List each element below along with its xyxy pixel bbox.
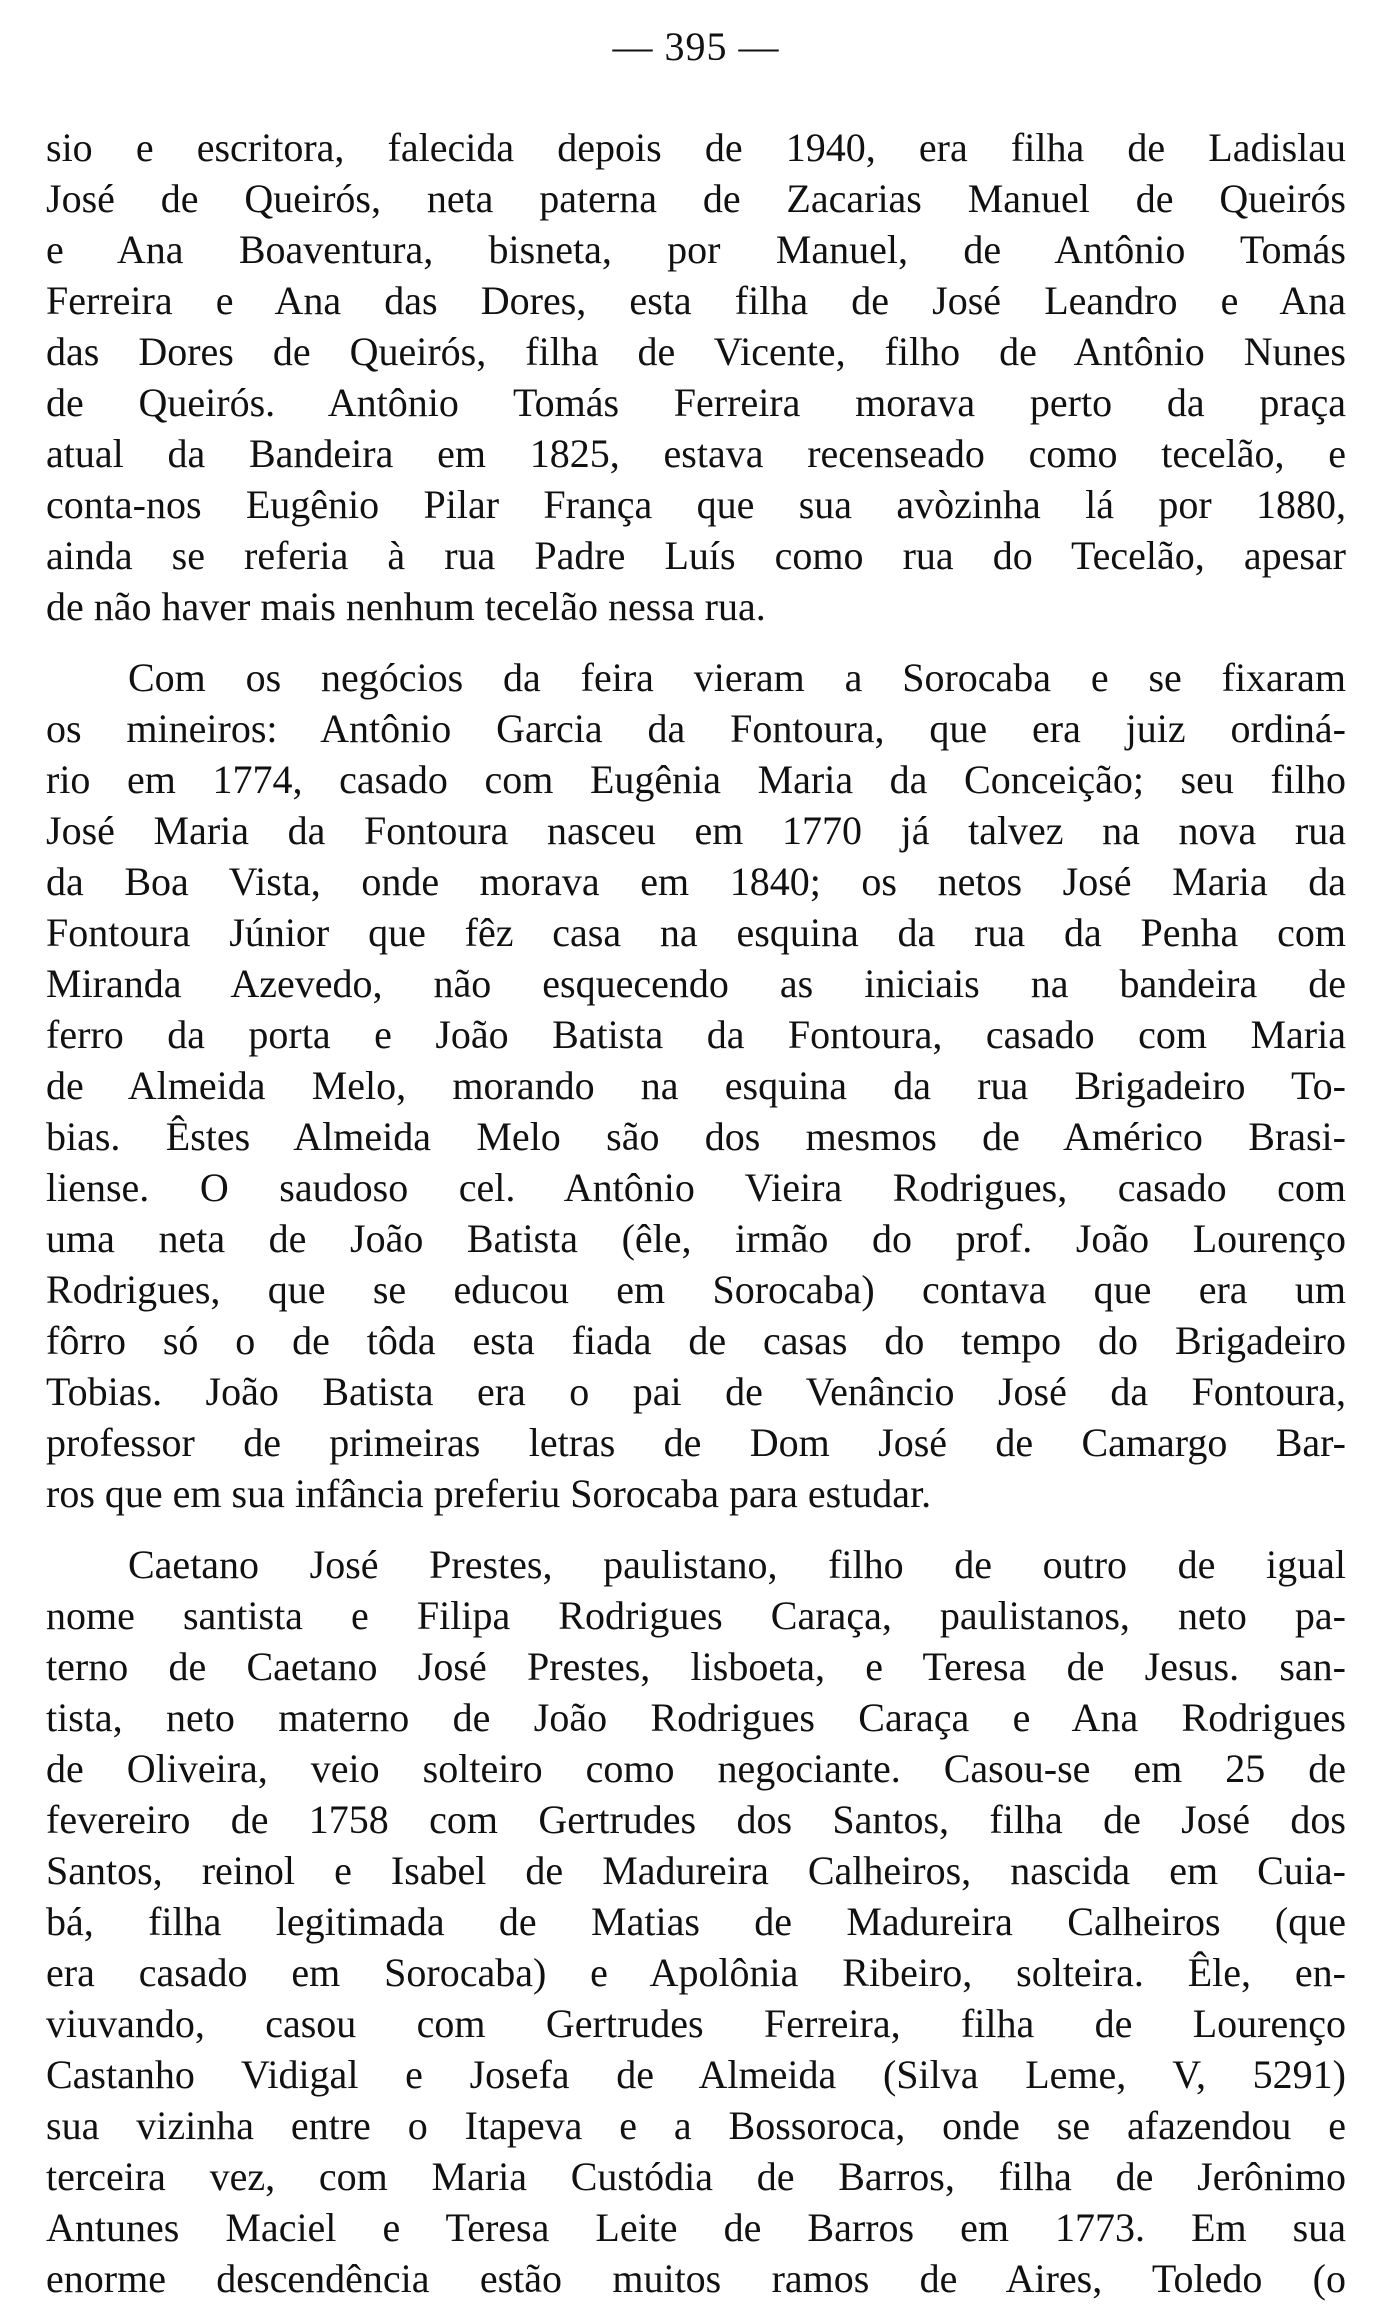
page-number: — 395 —	[612, 24, 780, 69]
text-line: era casado em Sorocaba) e Apolônia Ribeiro, solteira. Êle, en-	[46, 1950, 1346, 1995]
text-line: bias. Êstes Almeida Melo são dos mesmos de Américo Brasi-	[46, 1114, 1346, 1159]
text-line: Castanho Vidigal e Josefa de Almeida (Silva Leme, V, 5291)	[46, 2052, 1346, 2097]
body-text	[46, 122, 1346, 2304]
paragraph-spacer	[46, 1519, 1346, 1539]
text-line: Rodrigues, que se educou em Sorocaba) contava que era um	[46, 1267, 1346, 1312]
paragraph-2	[46, 652, 1346, 1519]
text-line: Ferreira e Ana das Dores, esta filha de José Leandro e Ana	[46, 278, 1346, 323]
text-line: nome santista e Filipa Rodrigues Caraça, paulistanos, neto pa-	[46, 1593, 1346, 1638]
text-line: enorme descendência estão muitos ramos de Aires, Toledo (o	[46, 2256, 1346, 2301]
text-line: de Almeida Melo, morando na esquina da rua Brigadeiro To-	[46, 1063, 1346, 1108]
text-line: conta-nos Eugênio Pilar França que sua avòzinha lá por 1880,	[46, 482, 1346, 527]
text-line: ferro da porta e João Batista da Fontoura, casado com Maria	[46, 1012, 1346, 1057]
text-line: fevereiro de 1758 com Gertrudes dos Santos, filha de José dos	[46, 1797, 1346, 1842]
text-line: de Queirós. Antônio Tomás Ferreira morava perto da praça	[46, 380, 1346, 425]
text-line: os mineiros: Antônio Garcia da Fontoura, que era juiz ordiná-	[46, 706, 1346, 751]
text-line: e Ana Boaventura, bisneta, por Manuel, de Antônio Tomás	[46, 227, 1346, 272]
text-line: de Oliveira, veio solteiro como negociante. Casou-se em 25 de	[46, 1746, 1346, 1791]
text-line: Antunes Maciel e Teresa Leite de Barros em 1773. Em sua	[46, 2205, 1346, 2250]
text-line: liense. O saudoso cel. Antônio Vieira Rodrigues, casado com	[46, 1165, 1346, 1210]
text-line: terceira vez, com Maria Custódia de Barros, filha de Jerônimo	[46, 2154, 1346, 2199]
text-line: Tobias. João Batista era o pai de Venâncio José da Fontoura,	[46, 1369, 1346, 1414]
paragraph-spacer	[46, 632, 1346, 652]
text-line: Com os negócios da feira vieram a Sorocaba e se fixaram	[128, 655, 1346, 700]
text-line: terno de Caetano José Prestes, lisboeta, e Teresa de Jesus. san-	[46, 1644, 1346, 1689]
text-line: sua vizinha entre o Itapeva e a Bossoroca, onde se afazendou e	[46, 2103, 1346, 2148]
text-line: da Boa Vista, onde morava em 1840; os netos José Maria da	[46, 859, 1346, 904]
text-line: das Dores de Queirós, filha de Vicente, filho de Antônio Nunes	[46, 329, 1346, 374]
text-line: viuvando, casou com Gertrudes Ferreira, filha de Lourenço	[46, 2001, 1346, 2046]
text-line: professor de primeiras letras de Dom José de Camargo Bar-	[46, 1420, 1346, 1465]
paragraph-1	[46, 122, 1346, 632]
text-line: uma neta de João Batista (êle, irmão do prof. João Lourenço	[46, 1216, 1346, 1261]
text-line: sio e escritora, falecida depois de 1940, era filha de Ladislau	[46, 125, 1346, 170]
text-line: ros que em sua infância preferiu Sorocaba para estudar.	[46, 1471, 932, 1516]
text-line: ainda se referia à rua Padre Luís como rua do Tecelão, apesar	[46, 533, 1346, 578]
text-line: de não haver mais nenhum tecelão nessa rua.	[46, 584, 766, 629]
text-line: bá, filha legitimada de Matias de Madureira Calheiros (que	[46, 1899, 1346, 1944]
text-line: Santos, reinol e Isabel de Madureira Calheiros, nascida em Cuia-	[46, 1848, 1346, 1893]
paragraph-3	[46, 1539, 1346, 2304]
text-line: José Maria da Fontoura nasceu em 1770 já talvez na nova rua	[46, 808, 1346, 853]
text-line: Caetano José Prestes, paulistano, filho de outro de igual	[128, 1542, 1346, 1587]
text-line: Fontoura Júnior que fêz casa na esquina da rua da Penha com	[46, 910, 1346, 955]
text-line: fôrro só o de tôda esta fiada de casas do tempo do Brigadeiro	[46, 1318, 1346, 1363]
text-line: José de Queirós, neta paterna de Zacarias Manuel de Queirós	[46, 176, 1346, 221]
text-line: atual da Bandeira em 1825, estava recenseado como tecelão, e	[46, 431, 1346, 476]
text-line: Miranda Azevedo, não esquecendo as iniciais na bandeira de	[46, 961, 1346, 1006]
text-line: tista, neto materno de João Rodrigues Caraça e Ana Rodrigues	[46, 1695, 1346, 1740]
text-line: rio em 1774, casado com Eugênia Maria da Conceição; seu filho	[46, 757, 1346, 802]
